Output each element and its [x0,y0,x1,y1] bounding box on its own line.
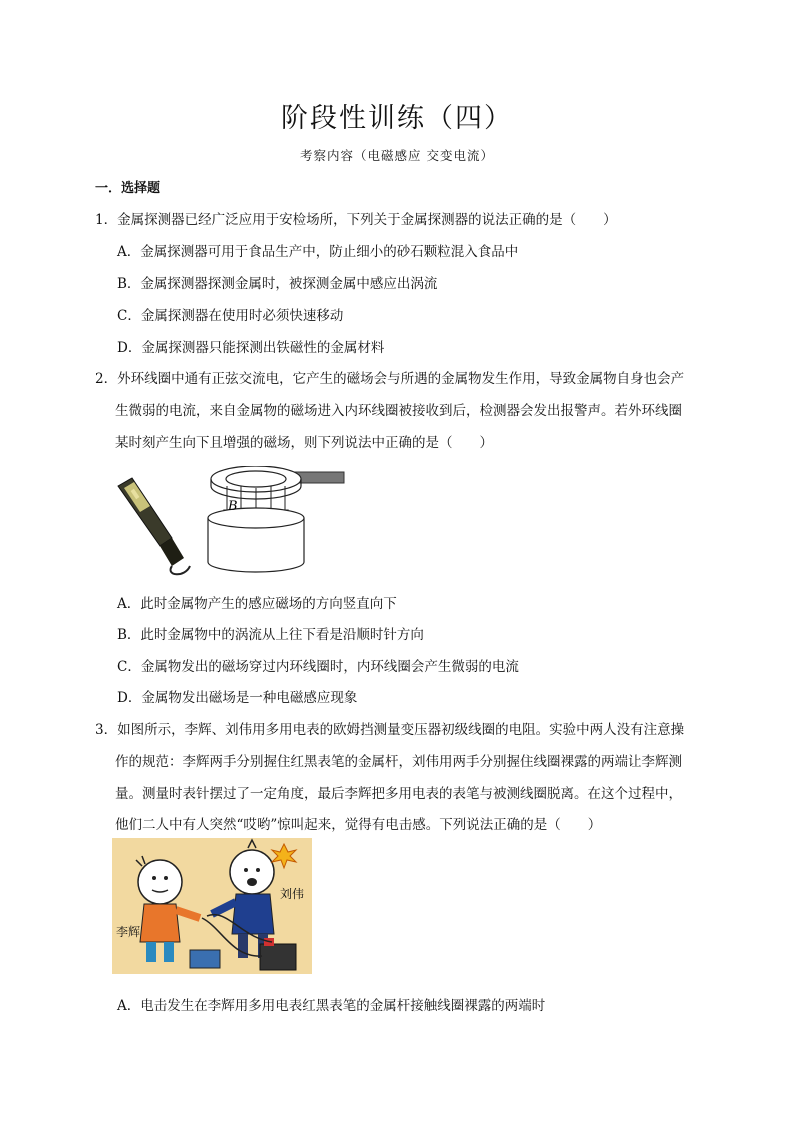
multimeter [190,950,220,968]
q1-option-b: B．金属探测器探测金属时，被探测金属中感应出涡流 [117,276,438,292]
q3-cartoon-figure [112,838,312,974]
page-title: 阶段性训练（四） [281,103,513,134]
label-liuwei: 刘伟 [280,887,305,901]
q2-option-a: A．此时金属物产生的感应磁场的方向竖直向下 [117,596,397,612]
metal-detector-image [118,478,190,574]
q2-stem-line-1: 2．外环线圈中通有正弦交流电，它产生的磁场会与所遇的金属物发生作用，导致金属物自身也会产 [95,371,685,387]
q3-stem-line-4: 他们二人中有人突然“哎哟”惊叫起来，觉得有电击感。下列说法正确的是（ ） [115,817,602,833]
page-subtitle: 考察内容（电磁感应 交变电流） [300,148,494,163]
q2-stem-line-3: 某时刻产生向下且增强的磁场，则下列说法中正确的是（ ） [115,435,493,451]
transformer [260,944,296,970]
q2-figure [110,466,350,578]
q2-option-c: C．金属物发出的磁场穿过内环线圈时，内环线圈会产生微弱的电流 [117,659,519,675]
section-heading: 一．选择题 [95,181,161,196]
q2-option-b: B．此时金属物中的涡流从上往下看是沿顺时针方向 [117,627,424,643]
label-lihui: 李辉 [116,925,141,939]
q2-option-d: D．金属物发出磁场是一种电磁感应现象 [117,690,358,706]
q3-stem-line-1: 3．如图所示，李辉、刘伟用多用电表的欧姆挡测量变压器初级线圈的电阻。实验中两人没有注意操 [95,722,685,738]
q3-stem-line-3: 量。测量时表针摆过了一定角度，最后李辉把多用电表的表笔与被测线圈脱离。在这个过程中， [115,786,682,802]
q2-stem-line-2: 生微弱的电流，来自金属物的磁场进入内环线圈被接收到后，检测器会发出报警声。若外环线圈 [115,403,682,419]
q1-option-a: A．金属探测器可用于食品生产中，防止细小的砂石颗粒混入食品中 [117,244,519,260]
q3-option-a: A．电击发生在李辉用多用电表红黑表笔的金属杆接触线圈裸露的两端时 [117,998,546,1014]
detector-coil-diagram [208,466,344,572]
q3-stem-line-2: 作的规范：李辉两手分别握住红黑表笔的金属杆，刘伟用两手分别握住线圈裸露的两端让李辉测 [115,754,682,770]
magnetic-field-label: B [228,499,238,514]
q1-option-c: C．金属探测器在使用时必须快速移动 [117,308,344,324]
q1-option-d: D．金属探测器只能探测出铁磁性的金属材料 [117,340,385,356]
q1-stem: 1．金属探测器已经广泛应用于安检场所，下列关于金属探测器的说法正确的是（ ） [95,212,617,228]
